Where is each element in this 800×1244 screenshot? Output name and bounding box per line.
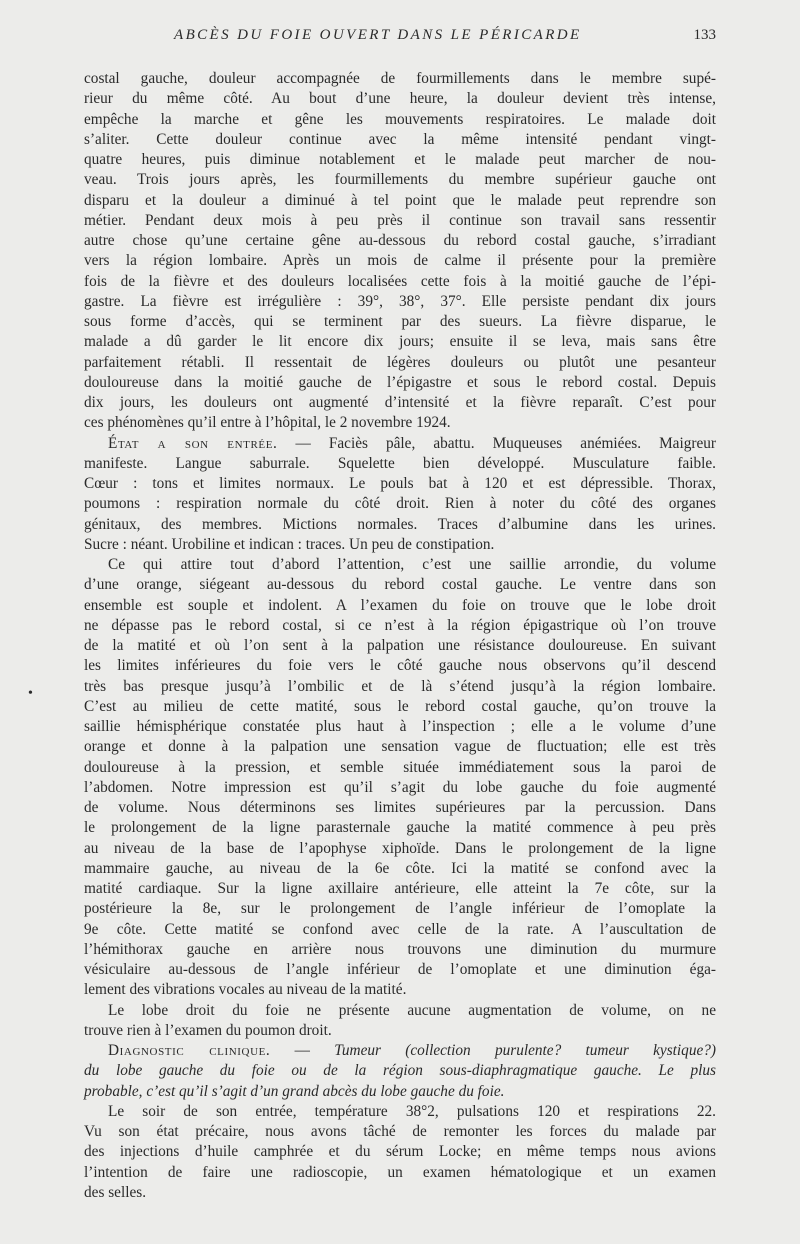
- line-text: des injections d’huile camphrée et du sérum Locke; en même temps nous avions: [84, 1143, 716, 1161]
- line-text: fois de la fièvre et des douleurs localisées cette fois à la moitié gauche de l’épi-: [84, 272, 716, 290]
- line-text: orange et donne à la palpation une sensation vague de fluctuation; elle est très: [84, 738, 716, 756]
- line-text: douloureuse à la pression, et semble située immédiatement sous la paroi de: [84, 758, 716, 776]
- line-text: Le lobe droit du foie ne présente aucune augmentation de volume, on ne: [108, 1001, 716, 1019]
- line-text: Le soir de son entrée, température 38°2, pulsations 120 et respirations 22.: [108, 1102, 716, 1120]
- line-text: veau. Trois jours après, les fourmillements du membre supérieur gauche ont: [84, 171, 716, 189]
- line-text: l’hémithorax gauche en arrière nous trouvons une diminution du murmure: [84, 940, 716, 958]
- line-text: des selles.: [84, 1183, 147, 1201]
- line-text: au niveau de la base de l’apophyse xiphoïde. Dans le prolongement de la ligne: [84, 839, 716, 857]
- text-line: [84, 1001, 716, 1021]
- line-text: Vu son état précaire, nous avons tâché de remonter les forces du malade par: [84, 1123, 716, 1140]
- running-title: ABCÈS DU FOIE OUVERT DANS LE PÉRICARDE: [174, 27, 582, 43]
- text-line: [84, 170, 716, 190]
- line-text: ces phénomènes qu’il entre à l’hôpital, le 2 novembre 1924.: [84, 414, 451, 432]
- text-line: [84, 1163, 716, 1183]
- text-line: [84, 110, 716, 130]
- line-text: le prolongement de la ligne parasternale gauche la matité commence à peu près: [84, 819, 716, 837]
- text-line: [84, 697, 716, 717]
- text-line: [84, 454, 716, 474]
- text-line: [84, 1122, 716, 1142]
- line-text: parfaitement rétabli. Il ressentait de légères douleurs ou plutôt une pesanteur: [84, 353, 716, 371]
- line-text: génitaux, des membres. Mictions normales. Traces d’albumine dans les urines.: [84, 515, 716, 533]
- line-text: postérieure la 8e, sur le prolongement de l’angle inférieur de l’omoplate la: [84, 900, 716, 918]
- line-text: sous forme d’accès, qui se terminent par des sueurs. La fièvre disparue, le: [84, 313, 716, 330]
- line-text: dix jours, les douleurs ont augmenté d’intensité et la fièvre reparaît. C’est pour: [84, 394, 716, 411]
- text-line: [84, 231, 716, 251]
- text-line: [84, 251, 716, 271]
- text-line: [84, 1061, 716, 1081]
- italic-text: Tumeur (collection purulente? tumeur kystique?): [334, 1042, 717, 1059]
- text-line: [84, 393, 716, 413]
- text-line: [84, 1082, 716, 1102]
- text-line: [84, 980, 716, 1000]
- line-text: manifeste. Langue saburrale. Squelette bien développé. Musculature faible.: [84, 454, 716, 472]
- line-text: — Faciès pâle, abattu. Muqueuses anémiées. Maigreur: [277, 434, 716, 452]
- line-text: s’aliter. Cette douleur continue avec la même intensité pendant vingt-: [84, 130, 716, 148]
- line-text: empêche la marche et gêne les mouvements respiratoires. Le malade doit: [84, 110, 716, 128]
- text-line: [84, 373, 716, 393]
- text-line: [84, 211, 716, 231]
- line-text: l’abdomen. Notre impression est qu’il s’agit du lobe gauche du foie augmenté: [84, 778, 716, 796]
- text-line: [84, 798, 716, 818]
- text-line: [84, 899, 716, 919]
- text-line: [84, 656, 716, 676]
- text-line: [84, 575, 716, 595]
- text-line: [84, 1142, 716, 1162]
- text-line: [84, 292, 716, 312]
- line-text: l’intention de faire une radioscopie, un examen hématologique et un examen: [84, 1163, 716, 1181]
- line-text: de la matité et où l’on sent à la palpation une résistance douloureuse. En suivant: [84, 637, 716, 654]
- text-line: [84, 535, 716, 555]
- page-number: 133: [693, 27, 716, 43]
- text-line: [84, 737, 716, 757]
- line-text: mammaire gauche, au niveau de la 6e côte. Ici la matité se confond avec la: [84, 859, 716, 877]
- section-heading: Diagnostic clinique.: [108, 1042, 271, 1059]
- line-text: C’est au milieu de cette matité, sous le rebord costal gauche, qu’on trouve la: [84, 697, 716, 715]
- text-line: [84, 839, 716, 859]
- text-line: [84, 130, 716, 150]
- section-heading: État a son entrée.: [108, 434, 278, 452]
- text-line: [84, 940, 716, 960]
- line-text: quatre heures, puis diminue notablement et le malade peut marcher de nou-: [84, 151, 716, 168]
- italic-text: probable, c’est qu’il s’agit d’un grand abcès du lobe gauche du foie.: [84, 1082, 505, 1100]
- line-text: ne dépasse pas le rebord costal, si ce n’est à la région épigastrique où l’on trouve: [84, 616, 716, 634]
- text-line: [84, 191, 716, 211]
- line-text: gastre. La fièvre est irrégulière : 39°, 38°, 37°. Elle persiste pendant dix jours: [84, 292, 716, 310]
- text-line: [84, 1102, 716, 1122]
- text-line: [84, 1183, 716, 1203]
- page-header: [84, 27, 716, 49]
- line-text: Cœur : tons et limites normaux. Le pouls bat à 120 et est dépressible. Thorax,: [84, 475, 716, 492]
- line-text: de volume. Nous déterminons ses limites supérieures par la percussion. Dans: [84, 799, 716, 816]
- line-text: métier. Pendant deux mois à peu près il continue son travail sans ressentir: [84, 211, 716, 229]
- line-text: costal gauche, douleur accompagnée de fourmillements dans le membre supé-: [84, 70, 716, 87]
- line-text: d’une orange, siégeant au-dessous du rebord costal gauche. Le ventre dans son: [84, 576, 716, 594]
- line-text: matité cardiaque. Sur la ligne axillaire antérieure, elle atteint la 7e côte, sur la: [84, 880, 716, 897]
- line-text: Ce qui attire tout d’abord l’attention, c’est une saillie arrondie, du volume: [108, 556, 716, 573]
- italic-text: du lobe gauche du foie ou de la région sous-diaphragmatique gauche. Le plus: [84, 1062, 716, 1080]
- text-line: [84, 920, 716, 940]
- text-line: [84, 515, 716, 535]
- text-line: [84, 272, 716, 292]
- line-text: lement des vibrations vocales au niveau de la matité.: [84, 981, 407, 999]
- line-text: 9e côte. Cette matité se confond avec celle de la rate. A l’auscultation de: [84, 920, 716, 938]
- line-text: malade a dû garder le lit encore dix jours; ensuite il se leva, mais sans être: [84, 333, 716, 351]
- text-line: [84, 332, 716, 352]
- text-line: [84, 879, 716, 899]
- line-text: —: [270, 1042, 335, 1059]
- line-text: poumons : respiration normale du côté droit. Rien à noter du côté des organes: [84, 495, 716, 513]
- line-text: ensemble est souple et indolent. A l’examen du foie on trouve que le lobe droit: [84, 596, 716, 614]
- body-text: [84, 69, 716, 1203]
- text-line: [84, 353, 716, 373]
- text-line: [84, 1041, 716, 1061]
- text-line: [84, 1021, 716, 1041]
- text-line: [84, 494, 716, 514]
- text-line: [84, 758, 716, 778]
- text-line: [84, 555, 716, 575]
- line-text: disparu et la douleur a diminué à tel point que le malade peut reprendre son: [84, 191, 716, 209]
- text-line: [84, 413, 716, 433]
- text-line: [84, 778, 716, 798]
- line-text: Sucre : néant. Urobiline et indican : traces. Un peu de constipation.: [84, 535, 495, 553]
- line-text: très bas presque jusqu’à l’ombilic et de là s’étend jusqu’à la région lombaire.: [84, 677, 716, 695]
- line-text: vers la région lombaire. Après un mois de calme il présente pour la première: [84, 252, 716, 270]
- text-line: [84, 960, 716, 980]
- text-line: [84, 636, 716, 656]
- text-line: [84, 717, 716, 737]
- text-line: [84, 312, 716, 332]
- line-text: douloureuse dans la moitié gauche de l’épigastre et sous le rebord costal. Depuis: [84, 373, 716, 391]
- margin-mark: •: [28, 686, 33, 701]
- text-line: [84, 818, 716, 838]
- text-line: [84, 596, 716, 616]
- line-text: rieur du même côté. Au bout d’une heure, la douleur devient très intense,: [84, 90, 716, 108]
- line-text: trouve rien à l’examen du poumon droit.: [84, 1021, 332, 1039]
- line-text: vésiculaire au-dessous de l’angle inférieur de l’omoplate et une diminution éga-: [84, 961, 716, 978]
- text-line: [84, 434, 716, 454]
- line-text: autre chose qu’une certaine gêne au-dessous du rebord costal gauche, s’irradiant: [84, 232, 716, 249]
- text-line: [84, 616, 716, 636]
- line-text: saillie hémisphérique constatée plus haut à l’inspection ; elle a le volume d’une: [84, 718, 716, 735]
- text-line: [84, 69, 716, 89]
- line-text: les limites inférieures du foie vers le côté gauche nous observons qu’il descend: [84, 657, 716, 675]
- text-line: [84, 677, 716, 697]
- text-line: [84, 474, 716, 494]
- text-line: [84, 89, 716, 109]
- text-line: [84, 859, 716, 879]
- text-line: [84, 150, 716, 170]
